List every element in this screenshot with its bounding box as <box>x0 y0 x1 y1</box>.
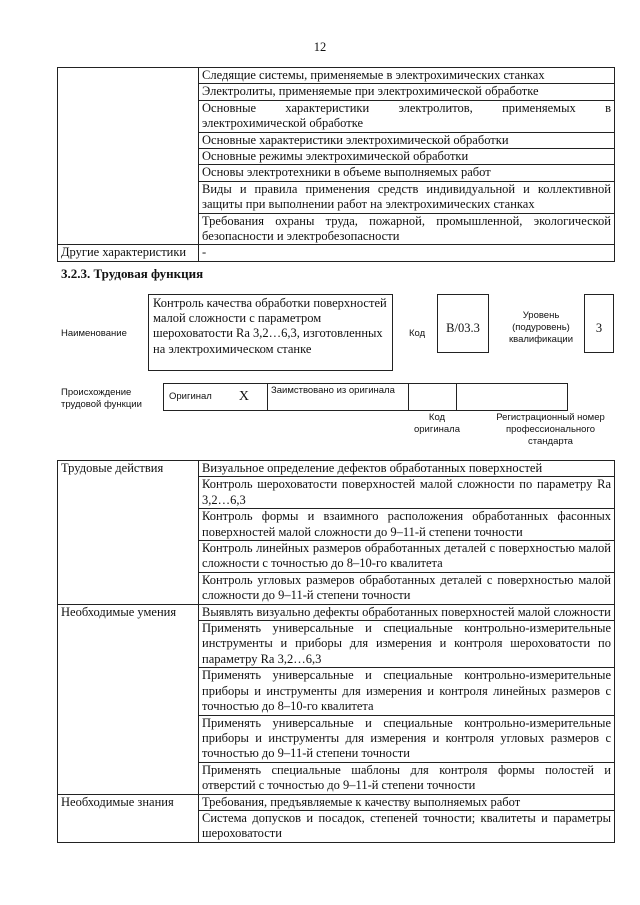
origin-table <box>163 383 568 411</box>
function-details-table <box>57 460 615 843</box>
table-cell: Применять универсальные и специальные контрольно-измерительные приборы и инструменты для измерения и контроля линейных размеров с точностью до 8–10-го квалитета <box>199 668 615 715</box>
table-cell: Выявлять визуально дефекты обработанных поверхностей малой сложности <box>199 604 615 620</box>
table-cell: Применять универсальные и специальные контрольно-измерительные приборы и инструменты для измерения и контроля угловых размеров с точностью до 9–11-й степени точности <box>199 715 615 762</box>
table-cell: Контроль линейных размеров обработанных деталей с поверхностью малой сложности с точностью до 8–10-го квалитета <box>199 541 615 573</box>
table-cell: Основные характеристики электролитов, применяемых в электрохимической обработке <box>199 100 615 132</box>
table-cell: Применять универсальные и специальные контрольно-измерительные инструменты и приборы для измерения и контроля шероховатости по параметру Ra 3,2…6,3 <box>199 621 615 668</box>
original-label: Оригинал <box>169 391 212 402</box>
table-cell: Контроль формы и взаимного расположения обработанных фасонных поверхностей малой сложности до 9–11-й степени точности <box>199 509 615 541</box>
table-row <box>58 68 615 84</box>
table-row <box>58 604 615 620</box>
code-original-cell <box>409 384 457 410</box>
table-cell: Основы электротехники в объеме выполняемых работ <box>199 165 615 181</box>
origin-label: Происхождение трудовой функции <box>61 387 142 410</box>
function-name-box: Контроль качества обработки поверхностей малой сложности с параметром шероховатости Ra 3,2…6,3, изготовленных на электрохимическом станке <box>148 294 393 371</box>
code-box: B/03.3 <box>437 294 489 353</box>
code-original-label: Код оригинала <box>413 412 460 435</box>
table-cell: Визуальное определение дефектов обработанных поверхностей <box>199 461 615 477</box>
table-cell: Применять специальные шаблоны для контроля формы полостей и отверстий с точностью до 9–11-й степени точности <box>199 762 615 794</box>
row-header: Необходимые умения <box>58 604 199 794</box>
row-header: Необходимые знания <box>58 794 199 842</box>
level-label: Уровень (подуровень) квалификации <box>508 310 574 345</box>
code-label: Код <box>409 328 426 339</box>
table-cell: - <box>199 245 615 261</box>
table-cell: Требования, предъявляемые к качеству выполняемых работ <box>199 794 615 810</box>
table-cell: Требования охраны труда, пожарной, промышленной, экологической безопасности и электробезопасности <box>199 213 615 245</box>
original-mark: X <box>238 389 249 404</box>
reg-number-label: Регистрационный номер профессионального стандарта <box>496 412 605 447</box>
table-cell: Контроль шероховатости поверхностей малой сложности по параметру Ra 3,2…6,3 <box>199 477 615 509</box>
table-cell: Следящие системы, применяемые в электрохимических станках <box>199 68 615 84</box>
table-row <box>58 794 615 810</box>
table-row <box>58 245 615 261</box>
row-header <box>58 68 199 245</box>
table-cell: Электролиты, применяемые при электрохимической обработке <box>199 84 615 100</box>
reg-number-cell <box>457 384 567 410</box>
table-cell: Система допусков и посадок, степеней точности; квалитеты и параметры шероховатости <box>199 810 615 842</box>
table-cell: Контроль угловых размеров обработанных деталей с поверхностью малой сложности до 9–11-й степени точности <box>199 572 615 604</box>
row-header: Другие характеристики <box>58 245 199 261</box>
section-title: 3.2.3. Трудовая функция <box>61 266 204 281</box>
page-number: 12 <box>313 40 327 54</box>
table-cell: Основные режимы электрохимической обработки <box>199 149 615 165</box>
level-box: 3 <box>584 294 614 353</box>
row-header: Трудовые действия <box>58 461 199 605</box>
table-cell: Виды и правила применения средств индивидуальной и коллективной защиты при выполнении работ на электрохимических станках <box>199 181 615 213</box>
table-row <box>58 461 615 477</box>
knowledge-table-continued <box>57 67 615 262</box>
name-label: Наименование <box>61 328 127 339</box>
table-cell: Основные характеристики электрохимической обработки <box>199 132 615 148</box>
borrowed-label: Заимствовано из оригинала <box>268 384 409 410</box>
